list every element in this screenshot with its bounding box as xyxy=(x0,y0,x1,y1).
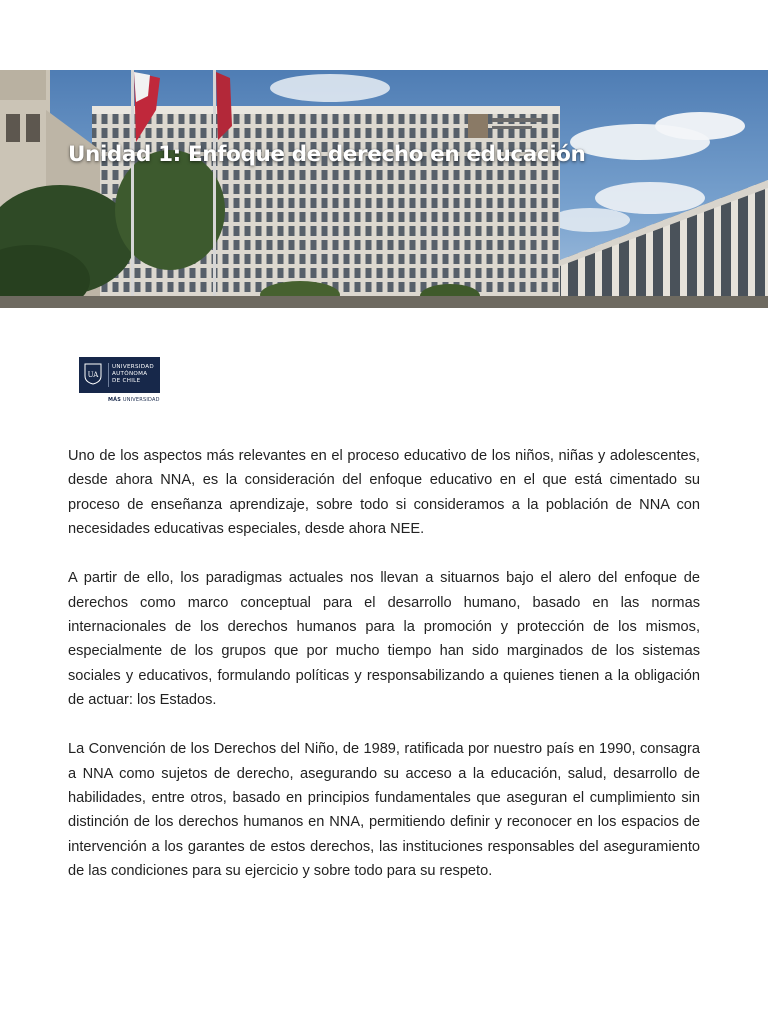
logo-name-line: DE CHILE xyxy=(112,378,141,384)
paragraph: Uno de los aspectos más relevantes en el proceso educativo de los niños, niñas y adolescentes, desde ahora NNA, es la consideración del enfoque educativo en el que está cimentado su proceso de enseñanza aprendizaje, sobre todo si consideramos a la población de NNA con necesidades educativas especiales, desde ahora NEE. xyxy=(68,448,700,538)
paragraph: La Convención de los Derechos del Niño, de 1989, ratificada por nuestro país en 1990, consagra a NNA como sujetos de derecho, asegurando su acceso a la educación, salud, desarrollo de habilidades, entre otros, basado en principios fundamentales que aseguran el cumplimiento sin distinción de los derechos humanos en NNA, permitiendo definir y reconocer en los espacios de intervención a los garantes de estos derechos, las instituciones responsables del aseguramiento de las condiciones para su ejercicio y sobre todo para su respeto. xyxy=(68,741,700,880)
logo-tagline-rest: UNIVERSIDAD xyxy=(121,397,160,403)
logo-name-line: AUTÓNOMA xyxy=(112,371,148,377)
logo-name xyxy=(112,364,158,385)
logo-name-line: UNIVERSIDAD xyxy=(112,364,155,370)
page-title: Unidad 1: Enfoque de derecho en educación xyxy=(68,142,586,167)
body-text xyxy=(68,444,700,908)
university-logo xyxy=(79,357,161,405)
logo-badge xyxy=(79,357,160,393)
shield-icon xyxy=(84,363,102,385)
logo-tagline xyxy=(108,397,160,403)
logo-tagline-bold: MÁS xyxy=(108,397,122,403)
logo-divider xyxy=(108,363,109,387)
logo-initials: UA xyxy=(87,371,99,379)
paragraph: A partir de ello, los paradigmas actuales nos llevan a situarnos bajo el alero del enfoque de derechos como marco conceptual para el desarrollo humano, basado en las normas internacionales de los derechos humanos para la promoción y protección de los mismos, especialmente de los grupos que por mucho tiempo han sido marginados de los sistemas sociales y educativos, formulando políticas y responsabilizando a quienes tienen a la obligación de actuar: los Estados. xyxy=(68,570,700,709)
